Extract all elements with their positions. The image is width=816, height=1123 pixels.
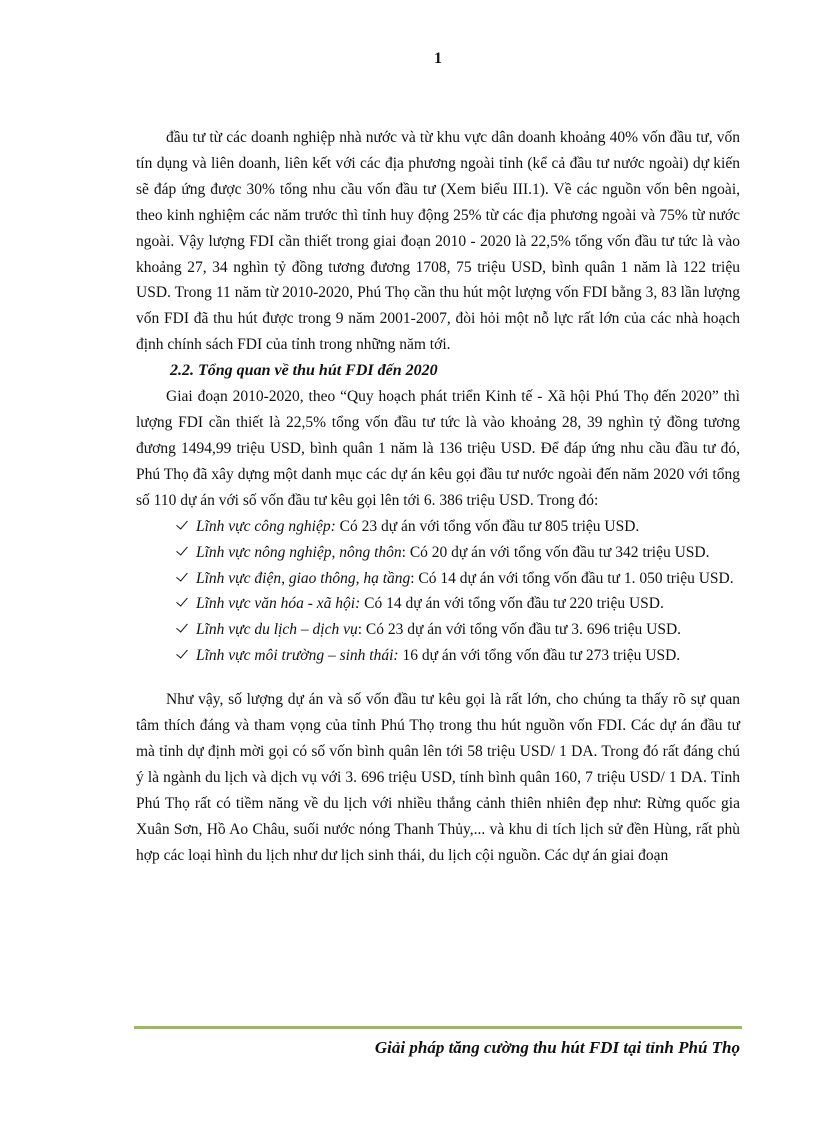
- sector-detail: : Có 20 dự án với tổng vốn đầu tư 342 triệu USD.: [401, 543, 710, 561]
- sector-list: [136, 514, 740, 669]
- checkmark-icon: [176, 591, 196, 617]
- sector-detail: : Có 23 dự án với tổng vốn đầu tư 3. 696 triệu USD.: [357, 621, 682, 639]
- section-paragraph: Giai đoạn 2010-2020, theo “Quy hoạch phát triển Kinh tế - Xã hội Phú Thọ đến 2020” thì lượng FDI cần thiết là 22,5% tổng vốn đầu tư tức là vào khoảng 28, 39 nghìn tỷ đồng tương đương 1494,99 triệu USD, bình quân 1 năm là 136 triệu USD. Để đáp ứng nhu cầu đầu tư đó, Phú Thọ đã xây dựng một danh mục các dự án kêu gọi đầu tư nước ngoài đến năm 2020 với tổng số 110 dự án với số vốn đầu tư kêu gọi lên tới 6. 386 triệu USD. Trong đó:: [136, 388, 740, 509]
- checkmark-icon: [176, 540, 196, 566]
- checkmark-icon: [176, 643, 196, 669]
- sector-field: Lĩnh vực công nghiệp:: [196, 517, 336, 535]
- checkmark-icon: [176, 617, 196, 643]
- list-item: [136, 591, 740, 617]
- sector-field: Lĩnh vực môi trường – sinh thái:: [196, 647, 399, 665]
- sector-field: Lĩnh vực điện, giao thông, hạ tầng: [196, 569, 411, 587]
- footer-divider: [134, 1026, 742, 1029]
- intro-paragraph: đầu tư từ các doanh nghiệp nhà nước và từ khu vực dân doanh khoảng 40% vốn đầu tư, vốn tín dụng và liên doanh, liên kết với các địa phương ngoài tỉnh (kể cả đầu tư nước ngoài) dự kiến sẽ đáp ứng được 30% tổng nhu cầu vốn đầu tư (Xem biểu III.1). Về các nguồn vốn bên ngoài, theo kinh nghiệm các năm trước thì tỉnh huy động 25% từ các địa phương ngoài và 75% từ nước ngoài. Vậy lượng FDI cần thiết trong giai đoạn 2010 - 2020 là 22,5% tổng vốn đầu tư tức là vào khoảng 27, 34 nghìn tỷ đồng tương đương 1708, 75 triệu USD, bình quân 1 năm là 122 triệu USD. Trong 11 năm từ 2010-2020, Phú Thọ cần thu hút một lượng vốn FDI bằng 3, 83 lần lượng vốn FDI đã thu hút được trong 9 năm 2001-2007, đòi hỏi một nỗ lực rất lớn của các nhà hoạch định chính sách FDI của tỉnh trong những năm tới.: [136, 129, 740, 354]
- list-item: [136, 540, 740, 566]
- list-item: [136, 514, 740, 540]
- sector-detail: 16 dự án với tổng vốn đầu tư 273 triệu USD.: [398, 647, 681, 665]
- closing-paragraph: Như vậy, số lượng dự án và số vốn đầu tư kêu gọi là rất lớn, cho chúng ta thấy rõ sự quan tâm thích đáng và tham vọng của tỉnh Phú Thọ trong thu hút nguồn vốn FDI. Các dự án đầu tư mà tỉnh dự định mời gọi có số vốn bình quân lên tới 58 triệu USD/ 1 DA. Trong đó rất đáng chú ý là ngành du lịch và dịch vụ với 3. 696 triệu USD, tính bình quân 160, 7 triệu USD/ 1 DA. Tỉnh Phú Thọ rất có tiềm năng về du lịch với nhiều thắng cảnh thiên nhiên đẹp như: Rừng quốc gia Xuân Sơn, Hồ Ao Châu, suối nước nóng Thanh Thủy,... và khu di tích lịch sử đền Hùng, rất phù hợp các loại hình du lịch như dư lịch sinh thái, du lịch cội nguồn. Các dự án giai đoạn: [136, 691, 740, 864]
- checkmark-icon: [176, 514, 196, 540]
- sector-field: Lĩnh vực du lịch – dịch vụ: [196, 621, 358, 639]
- sector-detail: Có 23 dự án với tổng vốn đầu tư 805 triệu USD.: [335, 517, 640, 535]
- list-item: [136, 617, 740, 643]
- sector-detail: : Có 14 dự án với tổng vốn đầu tư 1. 050 triệu USD.: [410, 569, 734, 587]
- page-content: [136, 125, 740, 868]
- sector-detail: Có 14 dự án với tổng vốn đầu tư 220 triệu USD.: [360, 595, 664, 613]
- list-item: [136, 566, 740, 592]
- sector-field: Lĩnh vực văn hóa - xã hội:: [196, 595, 361, 613]
- sector-field: Lĩnh vực nông nghiệp, nông thôn: [196, 543, 402, 561]
- list-item: [136, 643, 740, 669]
- checkmark-icon: [176, 566, 196, 592]
- footer-title: Giải pháp tăng cường thu hút FDI tại tỉnh Phú Thọ: [374, 1038, 740, 1057]
- section-heading: 2.2. Tổng quan về thu hút FDI đến 2020: [170, 362, 438, 380]
- page-number: 1: [434, 50, 442, 67]
